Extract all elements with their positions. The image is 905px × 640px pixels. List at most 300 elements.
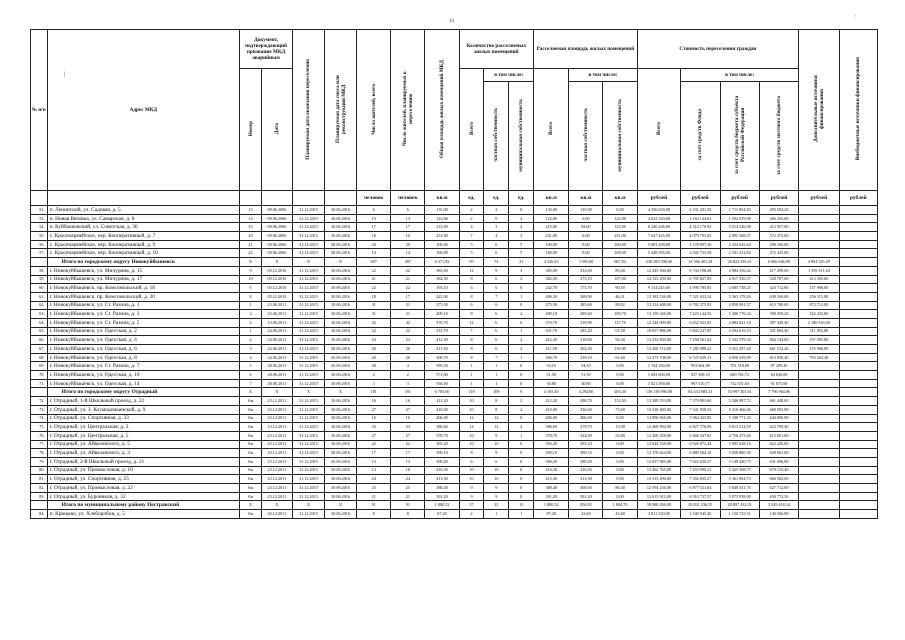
- value-cell: 0: [509, 362, 534, 371]
- value-cell: 324,90: [569, 431, 603, 440]
- value-cell: 13 232 830,00: [637, 336, 680, 345]
- planned-end-cell: 31.12.2015: [292, 492, 324, 501]
- doc-date-cell: 24.06.2011: [261, 336, 292, 345]
- value-cell: 391,20: [425, 492, 459, 501]
- value-cell: 135,00: [425, 206, 459, 215]
- header-cost-fund: за счет средств Фонда: [681, 82, 720, 191]
- value-cell: 7 285 998,22: [681, 345, 720, 354]
- demolition-date-cell: 30.06.2016: [325, 266, 357, 275]
- value-cell: [799, 457, 839, 466]
- demolition-date-cell: 30.06.2016: [325, 301, 357, 310]
- value-cell: 4: [459, 223, 484, 232]
- header-document: Документ, подтверждающий признание МКД аварийным: [240, 30, 293, 69]
- value-cell: 90,50: [603, 284, 637, 293]
- value-cell: 997 510,77: [681, 379, 720, 388]
- table-row: [31, 423, 878, 432]
- planned-end-cell: 31.12.2015: [292, 379, 324, 388]
- value-cell: [839, 466, 877, 475]
- doc-date-cell: 23.12.2011: [261, 449, 292, 458]
- planned-end-cell: 31.12.2015: [292, 362, 324, 371]
- demolition-date-cell: 30.06.2016: [325, 284, 357, 293]
- value-cell: [839, 510, 877, 519]
- value-cell: 13 224 688,00: [637, 301, 680, 310]
- value-cell: 8: [484, 449, 509, 458]
- value-cell: 386,60: [534, 423, 569, 432]
- value-cell: 5 448 505,00: [637, 249, 680, 258]
- units-row: [31, 191, 878, 206]
- doc-number-cell: б/н: [240, 475, 262, 484]
- value-cell: 7: [459, 232, 484, 241]
- value-cell: 26: [357, 345, 391, 354]
- value-cell: [799, 423, 839, 432]
- address-cell: г. Новокуйбышевск, ул. Мичурина, д. 15: [47, 266, 240, 275]
- value-cell: 4 884 641,18: [720, 318, 759, 327]
- demolition-date-cell: 30.06.2016: [325, 240, 357, 249]
- value-cell: 6: [459, 301, 484, 310]
- value-cell: 4 022 320,00: [637, 214, 680, 223]
- value-cell: 13: [391, 457, 425, 466]
- doc-date-cell: 05.12.2010: [261, 266, 292, 275]
- value-cell: 16: [357, 232, 391, 241]
- row-number: [31, 258, 48, 267]
- value-cell: 1: [484, 510, 509, 519]
- value-cell: 61,00: [603, 327, 637, 336]
- value-cell: 5 803 200,00: [637, 240, 680, 249]
- value-cell: 595,50: [425, 362, 459, 371]
- value-cell: 46,31: [603, 292, 637, 301]
- value-cell: 31: [357, 301, 391, 310]
- value-cell: 7 379 883,60: [681, 397, 720, 406]
- value-cell: [839, 431, 877, 440]
- value-cell: 54,10: [569, 362, 603, 371]
- value-cell: 7: [459, 327, 484, 336]
- planned-end-cell: 31.12.2015: [292, 214, 324, 223]
- value-cell: 8: [459, 275, 484, 284]
- doc-number-cell: б/н: [240, 466, 262, 475]
- value-cell: 113,50: [603, 397, 637, 406]
- resettlement-table: [30, 29, 878, 519]
- value-cell: 410,00: [534, 405, 569, 414]
- value-cell: 53,80: [603, 431, 637, 440]
- address-cell: г. Новокуйбышевск, ул. Одесская, д. 10: [47, 371, 240, 380]
- value-cell: 300,70: [425, 353, 459, 362]
- value-cell: [839, 214, 877, 223]
- header-cost-local-budget: за счет средств местного бюджета: [759, 82, 798, 191]
- subtotal-row: [31, 388, 878, 397]
- unit-cell: кв.м: [534, 191, 569, 206]
- value-cell: 0,00: [603, 440, 637, 449]
- value-cell: 33: [391, 423, 425, 432]
- value-cell: 7 258 561,64: [681, 336, 720, 345]
- table-row: [31, 362, 878, 371]
- demolition-date-cell: 30.06.2016: [325, 484, 357, 493]
- unit-cell: рублей: [637, 191, 680, 206]
- doc-number-cell: 13: [240, 206, 262, 215]
- value-cell: 0: [509, 440, 534, 449]
- value-cell: 3: [509, 232, 534, 241]
- doc-number-cell: 2: [240, 336, 262, 345]
- value-cell: 13: [357, 457, 391, 466]
- value-cell: 416,30: [569, 466, 603, 475]
- value-cell: [799, 466, 839, 475]
- value-cell: 3: [509, 266, 534, 275]
- header-cost: Стоимость переселения граждан: [637, 30, 799, 69]
- address-cell: п. Крюково, ул. Хлеборобов, д. 5: [47, 510, 240, 519]
- value-cell: [839, 240, 877, 249]
- value-cell: 89,40: [603, 266, 637, 275]
- value-cell: 2: [391, 371, 425, 380]
- header-planned-end: Планируемая дата окончания переселения: [292, 30, 324, 191]
- value-cell: 2: [509, 345, 534, 354]
- value-cell: 378,70: [534, 431, 569, 440]
- value-cell: 12 896 656,00: [637, 414, 680, 423]
- value-cell: 10: [459, 431, 484, 440]
- doc-number-cell: 22: [240, 249, 262, 258]
- value-cell: 572 372,00: [759, 232, 798, 241]
- doc-date-cell: 28.06.2011: [261, 371, 292, 380]
- value-cell: 0: [509, 379, 534, 388]
- value-cell: 37: [459, 501, 484, 510]
- value-cell: 615 601,60: [759, 431, 798, 440]
- address-cell: г. Отрадный, 1-й Школьный проезд, д. 22: [47, 397, 240, 406]
- value-cell: 6 468 347,81: [681, 431, 720, 440]
- value-cell: 393,20: [534, 440, 569, 449]
- table-row: [31, 301, 878, 310]
- value-cell: 95: [459, 258, 484, 267]
- value-cell: 6: [357, 206, 391, 215]
- value-cell: [799, 397, 839, 406]
- value-cell: 10: [459, 405, 484, 414]
- unit-cell: человек: [391, 191, 425, 206]
- table-row: [31, 327, 878, 336]
- row-number: 53.: [31, 214, 48, 223]
- demolition-date-cell: 30.06.2016: [325, 440, 357, 449]
- value-cell: 410,00: [425, 405, 459, 414]
- row-number: 56.: [31, 240, 48, 249]
- value-cell: 20: [357, 240, 391, 249]
- value-cell: 100,00: [425, 240, 459, 249]
- value-cell: 379,70: [569, 423, 603, 432]
- value-cell: 14: [357, 249, 391, 258]
- value-cell: 8: [484, 405, 509, 414]
- value-cell: 383,00: [425, 266, 459, 275]
- demolition-date-cell: 30.06.2016: [325, 449, 357, 458]
- value-cell: 0: [509, 301, 534, 310]
- value-cell: 22: [357, 266, 391, 275]
- value-cell: 20 897 432,91: [720, 501, 759, 510]
- value-cell: 13 313 290,00: [637, 475, 680, 484]
- value-cell: 26 822 416,41: [720, 258, 759, 267]
- value-cell: 169,00: [425, 249, 459, 258]
- value-cell: 0,00: [603, 457, 637, 466]
- table-row: [31, 484, 878, 493]
- value-cell: 406,00: [534, 414, 569, 423]
- address-cell: с. Красноармейское, пер. Кооперативный, д. 9: [47, 240, 240, 249]
- value-cell: 8: [484, 397, 509, 406]
- value-cell: 14: [391, 249, 425, 258]
- value-cell: 1 711 854,30: [720, 206, 759, 215]
- value-cell: 15: [509, 501, 534, 510]
- demolition-date-cell: 30.06.2016: [325, 414, 357, 423]
- value-cell: 2 331 201,50: [681, 206, 720, 215]
- value-cell: 5 843 247,85: [681, 327, 720, 336]
- value-cell: 6: [459, 457, 484, 466]
- value-cell: [799, 492, 839, 501]
- row-number: 66.: [31, 336, 48, 345]
- value-cell: [839, 318, 877, 327]
- demolition-date-cell: 30.06.2016: [325, 327, 357, 336]
- header-residents-total: Число жителей, всего: [357, 30, 391, 191]
- value-cell: 0,00: [569, 232, 603, 241]
- doc-date-cell: 23.12.2011: [261, 475, 292, 484]
- value-cell: [839, 484, 877, 493]
- value-cell: 17: [357, 449, 391, 458]
- demolition-date-cell: 30.06.2016: [325, 310, 357, 319]
- value-cell: 231,00: [534, 232, 569, 241]
- table-row: [31, 414, 878, 423]
- value-cell: 5 040 331,76: [720, 484, 759, 493]
- value-cell: 2: [509, 336, 534, 345]
- doc-number-cell: б/н: [240, 449, 262, 458]
- unit-cell: ед.: [459, 191, 484, 206]
- header-rooms-including: в том числе:: [484, 69, 534, 82]
- value-cell: [799, 440, 839, 449]
- value-cell: 13 159 346,00: [637, 310, 680, 319]
- address-cell: г. Новокуйбышевск, ул. Ст. Разина, д. 5: [47, 318, 240, 327]
- value-cell: 22: [391, 327, 425, 336]
- value-cell: 5 188 771,20: [720, 414, 759, 423]
- header-planned-demolition: Планируемая дата сноса или реконструкции МКД: [325, 30, 357, 191]
- value-cell: 497: [391, 258, 425, 267]
- value-cell: 136 138 996,00: [637, 388, 680, 397]
- value-cell: 8: [459, 292, 484, 301]
- doc-number-cell: 15: [240, 223, 262, 232]
- address-cell: г. Новокуйбышевск, ул. Ст. Разина, д. 7: [47, 362, 240, 371]
- value-cell: 0,00: [569, 249, 603, 258]
- doc-number-cell: 5: [240, 284, 262, 293]
- value-cell: 7: [484, 353, 509, 362]
- value-cell: 0,00: [603, 379, 637, 388]
- value-cell: 3 249 418,34: [759, 501, 798, 510]
- value-cell: 4 956 339,99: [720, 353, 759, 362]
- unit-cell: ед.: [484, 191, 509, 206]
- planned-end-cell: 31.12.2015: [292, 292, 324, 301]
- value-cell: 23: [391, 336, 425, 345]
- value-cell: 391,20: [569, 492, 603, 501]
- value-cell: 22: [357, 327, 391, 336]
- address-cell: с. Красноармейское, пер. Кооперативный, д. 7: [47, 232, 240, 241]
- value-cell: 0: [509, 414, 534, 423]
- value-cell: 2: [509, 223, 534, 232]
- value-cell: 91 075,00: [759, 379, 798, 388]
- value-cell: 58 980 206,00: [637, 501, 680, 510]
- header-non-budget-sources: Внебюджетные источники финансирования: [839, 30, 877, 191]
- header-total-area: Общая площадь жилых помещений МКД: [425, 30, 459, 191]
- value-cell: [839, 397, 877, 406]
- header-cost-including: в том числе:: [681, 69, 799, 82]
- value-cell: 382,50: [534, 275, 569, 284]
- value-cell: [799, 223, 839, 232]
- value-cell: 289,40: [569, 310, 603, 319]
- value-cell: 181: [391, 388, 425, 397]
- value-cell: 0: [509, 484, 534, 493]
- value-cell: [839, 457, 877, 466]
- value-cell: 91: [357, 501, 391, 510]
- value-cell: 6 889 564,10: [681, 449, 720, 458]
- value-cell: 6 926 872,44: [681, 440, 720, 449]
- value-cell: 10: [459, 440, 484, 449]
- header-area-including: в том числе:: [569, 69, 637, 82]
- header-rooms-count: Количество расселяемых жилых помещений: [459, 30, 534, 69]
- doc-date-cell: 23.12.2011: [261, 405, 292, 414]
- value-cell: 0: [484, 249, 509, 258]
- header-area-resettled: Расселяемая площадь жилых помещений: [534, 30, 638, 69]
- value-cell: 5 149 420,73: [720, 457, 759, 466]
- doc-number-cell: X: [240, 501, 262, 510]
- value-cell: 43,60: [569, 510, 603, 519]
- row-number: 71.: [31, 379, 48, 388]
- planned-end-cell: 31.12.2015: [292, 345, 324, 354]
- value-cell: [799, 362, 839, 371]
- unit-cell: рублей: [799, 191, 839, 206]
- value-cell: 10: [459, 475, 484, 484]
- value-cell: 6: [484, 275, 509, 284]
- unit-cell: рублей: [839, 191, 877, 206]
- address-cell: г. Новокуйбышевск, ул. Одесская, д. 14: [47, 379, 240, 388]
- value-cell: 24: [357, 475, 391, 484]
- value-cell: [799, 206, 839, 215]
- doc-date-cell: 24.06.2011: [261, 345, 292, 354]
- planned-end-cell: 31.12.2015: [292, 232, 324, 241]
- value-cell: 732 531,65: [720, 379, 759, 388]
- value-cell: 6: [484, 284, 509, 293]
- table-row: [31, 214, 878, 223]
- planned-end-cell: 31.12.2015: [292, 327, 324, 336]
- value-cell: 22: [484, 501, 509, 510]
- table-row: [31, 457, 878, 466]
- value-cell: 0: [509, 449, 534, 458]
- planned-end-cell: 31.12.2015: [292, 397, 324, 406]
- address-cell: г. Новокуйбышевск, ул. Мичурина, д. 17: [47, 275, 240, 284]
- value-cell: 9: [484, 484, 509, 493]
- value-cell: 12 245 500,00: [637, 266, 680, 275]
- value-cell: 10: [459, 397, 484, 406]
- doc-number-cell: 1: [240, 301, 262, 310]
- value-cell: 12 123 250,00: [637, 275, 680, 284]
- value-cell: 266 256,00: [759, 214, 798, 223]
- value-cell: 218,90: [569, 318, 603, 327]
- value-cell: 1 130 725,51: [720, 510, 759, 519]
- value-cell: 6 705,60: [425, 388, 459, 397]
- value-cell: 17: [391, 292, 425, 301]
- table-row: [31, 440, 878, 449]
- value-cell: 411,50: [534, 345, 569, 354]
- value-cell: 680 761,72: [720, 371, 759, 380]
- value-cell: [839, 310, 877, 319]
- value-cell: 30,80: [569, 379, 603, 388]
- header-area-municipal: муниципальная собственность: [603, 82, 637, 191]
- value-cell: 1: [484, 371, 509, 380]
- value-cell: 413 305,60: [799, 275, 839, 284]
- value-cell: 16: [391, 414, 425, 423]
- value-cell: 293 594,20: [759, 206, 798, 215]
- value-cell: 242,70: [534, 284, 569, 293]
- value-cell: 34 366 401,38: [681, 258, 720, 267]
- address-cell: г. Отрадный, ул. Спортивная, д. 33: [47, 414, 240, 423]
- doc-date-cell: 09.06.2006: [261, 232, 292, 241]
- demolition-date-cell: 30.06.2016: [325, 336, 357, 345]
- header-address: Адрес МКД: [47, 30, 240, 191]
- demolition-date-cell: X: [325, 388, 357, 397]
- value-cell: 661 512,40: [759, 345, 798, 354]
- value-cell: 1 359 311,20: [799, 266, 839, 275]
- planned-end-cell: 31.12.2015: [292, 223, 324, 232]
- value-cell: 5 306 776,34: [720, 310, 759, 319]
- doc-date-cell: 23.06.2011: [261, 318, 292, 327]
- value-cell: 26: [391, 353, 425, 362]
- value-cell: 2: [509, 214, 534, 223]
- doc-date-cell: 09.06.2006: [261, 240, 292, 249]
- planned-end-cell: 31.12.2015: [292, 475, 324, 484]
- address-cell: Итого по городскому округу Новокуйбышевск: [47, 258, 240, 267]
- row-number: 74.: [31, 414, 48, 423]
- value-cell: 9: [484, 266, 509, 275]
- address-cell: г. Новокуйбышевск, ул. Одесская, д. 8: [47, 353, 240, 362]
- planned-end-cell: 31.12.2015: [292, 310, 324, 319]
- table-row: [31, 284, 878, 293]
- value-cell: 411,50: [425, 345, 459, 354]
- address-cell: г. Отрадный, ул. Промысловая, д. 22: [47, 484, 240, 493]
- planned-end-cell: 31.12.2015: [292, 423, 324, 432]
- value-cell: 21: [391, 492, 425, 501]
- value-cell: 2: [509, 397, 534, 406]
- value-cell: 571,00: [425, 371, 459, 380]
- value-cell: [839, 388, 877, 397]
- value-cell: 173,70: [569, 284, 603, 293]
- value-cell: 0: [509, 371, 534, 380]
- value-cell: 110,00: [603, 345, 637, 354]
- value-cell: 6: [484, 327, 509, 336]
- value-cell: 275,50: [425, 301, 459, 310]
- row-number: 54.: [31, 223, 48, 232]
- value-cell: 5 085 628,16: [720, 440, 759, 449]
- value-cell: 413,30: [425, 475, 459, 484]
- value-cell: 4 884 345,29: [799, 258, 839, 267]
- value-cell: 4 314 170,92: [681, 223, 720, 232]
- doc-number-cell: X: [240, 388, 262, 397]
- address-cell: Итого по муниципальному району Пестравский: [47, 501, 240, 510]
- doc-number-cell: б/н: [240, 405, 262, 414]
- table-row: [31, 310, 878, 319]
- value-cell: 2: [509, 310, 534, 319]
- value-cell: [839, 345, 877, 354]
- value-cell: 2: [484, 206, 509, 215]
- planned-end-cell: 31.12.2015: [292, 431, 324, 440]
- value-cell: 16: [357, 397, 391, 406]
- value-cell: 412,20: [534, 397, 569, 406]
- row-number: 75.: [31, 423, 48, 432]
- demolition-date-cell: 30.06.2016: [325, 214, 357, 223]
- value-cell: 13 260 712,00: [637, 345, 680, 354]
- doc-number-cell: б/н: [240, 510, 262, 519]
- value-cell: 9: [484, 492, 509, 501]
- value-cell: 6 744 198,28: [681, 266, 720, 275]
- value-cell: 43,60: [603, 510, 637, 519]
- value-cell: 2: [459, 214, 484, 223]
- value-cell: 409,10: [534, 310, 569, 319]
- value-cell: 7 796 964,06: [759, 388, 798, 397]
- header-rooms-private: частная собственность: [484, 82, 509, 191]
